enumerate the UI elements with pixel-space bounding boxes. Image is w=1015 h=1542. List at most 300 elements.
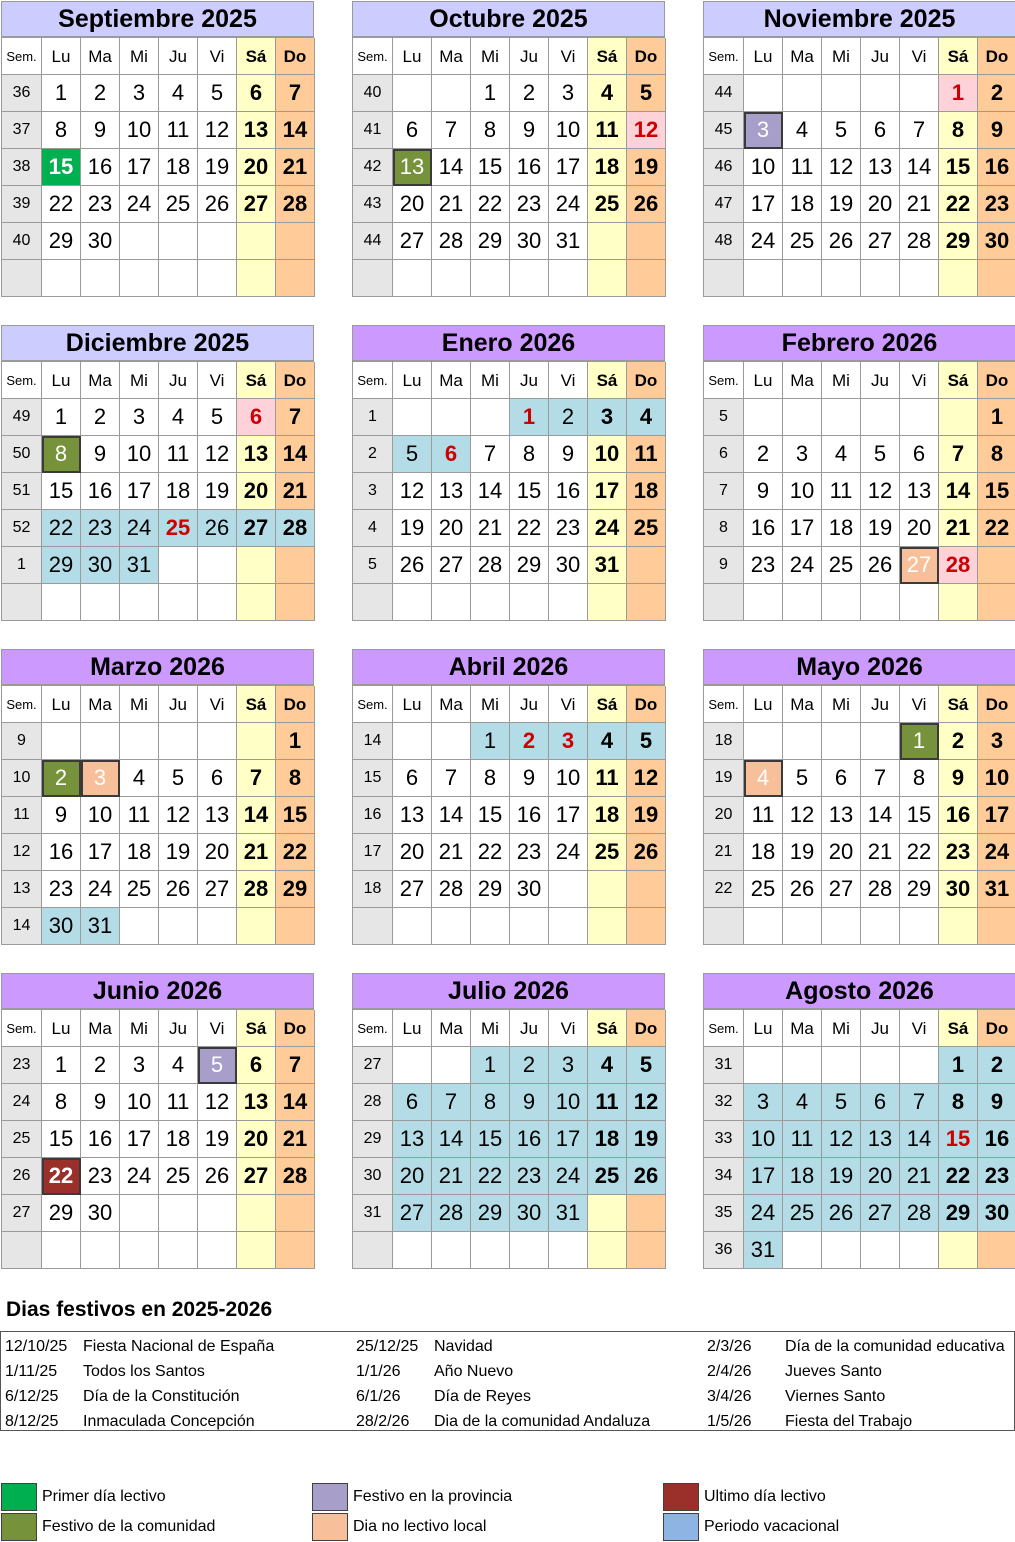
day-cell: 5 (198, 399, 237, 436)
week-number: 51 (2, 473, 42, 510)
holiday-date: 1/5/26 (707, 1412, 752, 1430)
week-number (704, 584, 744, 621)
legend-label: Primer día lectivo (42, 1488, 166, 1505)
day-cell: 22 (471, 1158, 510, 1195)
weekday-header: Ju (510, 686, 549, 723)
day-cell: 5 (159, 760, 198, 797)
weekday-header: Lu (393, 1010, 432, 1047)
day-cell: 2 (42, 760, 81, 797)
week-header: Sem. (704, 38, 744, 75)
day-cell: 7 (939, 436, 978, 473)
day-cell: 9 (81, 112, 120, 149)
week-number: 4 (353, 510, 393, 547)
day-cell (120, 260, 159, 297)
day-cell: 14 (471, 473, 510, 510)
day-cell: 24 (120, 186, 159, 223)
day-cell: 9 (510, 112, 549, 149)
day-cell (198, 908, 237, 945)
day-cell (627, 547, 666, 584)
day-cell: 12 (198, 1084, 237, 1121)
day-cell (510, 584, 549, 621)
day-cell: 19 (822, 186, 861, 223)
weekday-header: Ma (81, 38, 120, 75)
day-cell (471, 1232, 510, 1269)
weekday-header: Lu (42, 362, 81, 399)
day-cell: 11 (120, 797, 159, 834)
month-calendar (352, 325, 665, 621)
day-cell: 1 (42, 1047, 81, 1084)
month-title: Junio 2026 (1, 973, 314, 1009)
day-cell: 16 (939, 797, 978, 834)
day-cell (81, 1232, 120, 1269)
day-cell: 21 (861, 834, 900, 871)
week-header: Sem. (353, 362, 393, 399)
day-cell: 15 (510, 473, 549, 510)
day-cell (588, 223, 627, 260)
legend-swatch (1, 1513, 37, 1541)
day-cell (627, 223, 666, 260)
weekday-header: Sá (939, 362, 978, 399)
week-number: 21 (704, 834, 744, 871)
day-cell: 13 (432, 473, 471, 510)
day-cell: 25 (588, 1158, 627, 1195)
day-cell (198, 723, 237, 760)
day-cell (783, 584, 822, 621)
day-cell: 19 (393, 510, 432, 547)
day-cell (783, 1232, 822, 1269)
day-cell: 7 (432, 1084, 471, 1121)
day-cell: 27 (237, 510, 276, 547)
day-cell: 30 (978, 1195, 1015, 1232)
day-cell: 26 (198, 1158, 237, 1195)
weekday-header: Sá (588, 1010, 627, 1047)
day-cell (432, 584, 471, 621)
day-cell: 5 (198, 75, 237, 112)
day-cell: 19 (198, 149, 237, 186)
day-cell (432, 908, 471, 945)
day-cell: 10 (588, 436, 627, 473)
month-title: Abril 2026 (352, 649, 665, 685)
day-cell: 21 (900, 186, 939, 223)
day-cell: 26 (822, 1195, 861, 1232)
day-cell: 12 (159, 797, 198, 834)
legend-swatch (663, 1513, 699, 1541)
day-cell: 3 (588, 399, 627, 436)
day-cell: 14 (939, 473, 978, 510)
weekday-header: Ma (783, 1010, 822, 1047)
weekday-header: Sá (588, 686, 627, 723)
day-cell: 15 (939, 1121, 978, 1158)
weekday-header: Ju (861, 1010, 900, 1047)
legend-item (663, 1482, 826, 1512)
day-cell: 1 (471, 723, 510, 760)
weekday-header: Vi (198, 1010, 237, 1047)
day-cell: 17 (120, 1121, 159, 1158)
day-cell: 7 (237, 760, 276, 797)
legend-swatch (312, 1483, 348, 1511)
week-number: 47 (704, 186, 744, 223)
day-cell (432, 399, 471, 436)
day-cell: 16 (81, 149, 120, 186)
week-number (2, 260, 42, 297)
month-days-grid (703, 361, 1015, 621)
weekday-header: Mi (120, 686, 159, 723)
holiday-name: Día de la comunidad educativa (785, 1337, 1005, 1355)
day-cell: 30 (510, 1195, 549, 1232)
day-cell (744, 723, 783, 760)
day-cell: 18 (783, 1158, 822, 1195)
weekday-header: Lu (42, 686, 81, 723)
day-cell: 20 (432, 510, 471, 547)
day-cell: 2 (81, 399, 120, 436)
week-number: 28 (353, 1084, 393, 1121)
legend-swatch (663, 1483, 699, 1511)
day-cell: 1 (42, 399, 81, 436)
day-cell (627, 1232, 666, 1269)
weekday-header: Ju (159, 1010, 198, 1047)
day-cell: 8 (471, 112, 510, 149)
week-number: 16 (353, 797, 393, 834)
day-cell (939, 584, 978, 621)
day-cell (237, 547, 276, 584)
day-cell: 7 (861, 760, 900, 797)
day-cell: 30 (510, 871, 549, 908)
day-cell (822, 584, 861, 621)
week-number: 35 (704, 1195, 744, 1232)
day-cell: 4 (744, 760, 783, 797)
day-cell (159, 223, 198, 260)
day-cell: 8 (900, 760, 939, 797)
day-cell: 20 (393, 186, 432, 223)
month-calendar (703, 325, 1015, 621)
week-number: 40 (353, 75, 393, 112)
day-cell: 28 (432, 871, 471, 908)
day-cell (627, 908, 666, 945)
day-cell: 10 (120, 436, 159, 473)
day-cell: 15 (471, 1121, 510, 1158)
legend-item (663, 1512, 839, 1542)
day-cell: 17 (549, 1121, 588, 1158)
day-cell: 16 (978, 1121, 1015, 1158)
day-cell: 22 (42, 510, 81, 547)
day-cell: 3 (81, 760, 120, 797)
day-cell: 20 (861, 186, 900, 223)
day-cell: 15 (900, 797, 939, 834)
day-cell (783, 1047, 822, 1084)
day-cell: 22 (42, 186, 81, 223)
day-cell: 17 (81, 834, 120, 871)
holiday-row (703, 1409, 1015, 1434)
holiday-row (1, 1384, 352, 1409)
weekday-header: Ma (432, 686, 471, 723)
day-cell (822, 1232, 861, 1269)
day-cell: 11 (588, 1084, 627, 1121)
day-cell: 11 (588, 112, 627, 149)
day-cell: 13 (237, 1084, 276, 1121)
weekday-header: Lu (744, 362, 783, 399)
day-cell (198, 260, 237, 297)
week-number: 1 (2, 547, 42, 584)
day-cell (237, 723, 276, 760)
holiday-row (1, 1334, 352, 1359)
week-header: Sem. (704, 1010, 744, 1047)
day-cell: 23 (510, 834, 549, 871)
weekday-header: Ma (81, 1010, 120, 1047)
day-cell (198, 584, 237, 621)
weekday-header: Mi (120, 1010, 159, 1047)
day-cell (81, 723, 120, 760)
day-cell: 3 (744, 112, 783, 149)
day-cell (822, 260, 861, 297)
day-cell: 27 (861, 1195, 900, 1232)
day-cell (861, 908, 900, 945)
day-cell: 25 (627, 510, 666, 547)
weekday-header: Mi (120, 362, 159, 399)
weekday-header: Vi (549, 1010, 588, 1047)
day-cell: 29 (42, 223, 81, 260)
day-cell: 4 (627, 399, 666, 436)
day-cell: 17 (744, 186, 783, 223)
day-cell (978, 584, 1015, 621)
holiday-date: 1/1/26 (356, 1362, 401, 1380)
weekday-header: Vi (900, 38, 939, 75)
week-header: Sem. (2, 686, 42, 723)
holiday-row (703, 1334, 1015, 1359)
day-cell: 10 (549, 1084, 588, 1121)
day-cell (861, 1232, 900, 1269)
day-cell: 27 (432, 547, 471, 584)
day-cell: 20 (393, 834, 432, 871)
weekday-header: Ma (783, 686, 822, 723)
day-cell: 3 (120, 399, 159, 436)
holiday-date: 12/10/25 (5, 1337, 68, 1355)
day-cell (120, 723, 159, 760)
day-cell: 18 (744, 834, 783, 871)
day-cell: 14 (237, 797, 276, 834)
day-cell: 14 (276, 112, 315, 149)
day-cell: 31 (81, 908, 120, 945)
day-cell: 28 (237, 871, 276, 908)
day-cell: 23 (978, 186, 1015, 223)
weekday-header: Ju (510, 38, 549, 75)
day-cell (393, 723, 432, 760)
week-number (704, 908, 744, 945)
day-cell (198, 1232, 237, 1269)
day-cell (432, 1047, 471, 1084)
day-cell: 3 (549, 1047, 588, 1084)
day-cell: 8 (510, 436, 549, 473)
day-cell: 8 (939, 112, 978, 149)
weekday-header: Do (978, 362, 1015, 399)
weekday-header: Mi (822, 38, 861, 75)
holiday-name: Viernes Santo (785, 1387, 886, 1405)
day-cell (42, 584, 81, 621)
day-cell: 9 (549, 436, 588, 473)
day-cell (588, 908, 627, 945)
day-cell (432, 260, 471, 297)
day-cell: 1 (471, 1047, 510, 1084)
day-cell: 20 (900, 510, 939, 547)
weekday-header: Ma (81, 686, 120, 723)
month-calendar (1, 973, 314, 1269)
day-cell: 16 (510, 149, 549, 186)
weekday-header: Lu (393, 362, 432, 399)
day-cell: 19 (627, 797, 666, 834)
day-cell: 23 (42, 871, 81, 908)
day-cell: 20 (822, 834, 861, 871)
month-calendar (1, 649, 314, 945)
day-cell (744, 1047, 783, 1084)
week-number: 23 (2, 1047, 42, 1084)
month-calendar (352, 1, 665, 297)
week-number (353, 908, 393, 945)
day-cell: 10 (549, 760, 588, 797)
weekday-header: Do (276, 686, 315, 723)
week-number: 44 (353, 223, 393, 260)
day-cell: 29 (42, 1195, 81, 1232)
day-cell: 15 (42, 1121, 81, 1158)
month-calendar (703, 649, 1015, 945)
day-cell: 9 (978, 1084, 1015, 1121)
day-cell (159, 584, 198, 621)
day-cell: 15 (471, 797, 510, 834)
day-cell: 17 (549, 149, 588, 186)
day-cell: 31 (549, 223, 588, 260)
day-cell (393, 908, 432, 945)
holiday-date: 2/4/26 (707, 1362, 752, 1380)
day-cell: 2 (81, 1047, 120, 1084)
week-number: 22 (704, 871, 744, 908)
day-cell: 25 (783, 1195, 822, 1232)
day-cell: 9 (510, 760, 549, 797)
day-cell: 20 (237, 473, 276, 510)
legend-label: Periodo vacacional (704, 1518, 840, 1535)
day-cell: 5 (627, 1047, 666, 1084)
day-cell: 25 (588, 186, 627, 223)
day-cell: 27 (198, 871, 237, 908)
day-cell (549, 1232, 588, 1269)
day-cell: 21 (276, 473, 315, 510)
day-cell: 12 (627, 112, 666, 149)
day-cell: 12 (783, 797, 822, 834)
day-cell (276, 547, 315, 584)
day-cell: 2 (510, 1047, 549, 1084)
weekday-header: Ma (432, 38, 471, 75)
day-cell: 12 (198, 112, 237, 149)
holiday-row (703, 1359, 1015, 1384)
day-cell: 7 (900, 1084, 939, 1121)
holiday-date: 25/12/25 (356, 1337, 419, 1355)
day-cell: 25 (744, 871, 783, 908)
day-cell (900, 75, 939, 112)
day-cell (432, 723, 471, 760)
day-cell: 13 (393, 797, 432, 834)
day-cell: 6 (432, 436, 471, 473)
day-cell: 5 (627, 723, 666, 760)
day-cell (861, 260, 900, 297)
weekday-header: Mi (471, 38, 510, 75)
day-cell (198, 223, 237, 260)
week-number: 3 (353, 473, 393, 510)
day-cell (783, 75, 822, 112)
day-cell: 9 (42, 797, 81, 834)
day-cell: 13 (237, 112, 276, 149)
month-title: Febrero 2026 (703, 325, 1015, 361)
day-cell: 7 (900, 112, 939, 149)
weekday-header: Ju (861, 686, 900, 723)
legend-label: Festivo de la comunidad (42, 1518, 216, 1535)
day-cell: 31 (744, 1232, 783, 1269)
day-cell: 9 (978, 112, 1015, 149)
day-cell (822, 1047, 861, 1084)
weekday-header: Vi (900, 686, 939, 723)
day-cell: 22 (900, 834, 939, 871)
day-cell: 25 (120, 871, 159, 908)
week-number: 31 (353, 1195, 393, 1232)
week-number: 12 (2, 834, 42, 871)
day-cell (900, 908, 939, 945)
day-cell: 17 (783, 510, 822, 547)
week-number: 13 (2, 871, 42, 908)
day-cell: 11 (744, 797, 783, 834)
day-cell: 29 (939, 1195, 978, 1232)
day-cell: 16 (510, 797, 549, 834)
week-number: 42 (353, 149, 393, 186)
day-cell: 23 (81, 510, 120, 547)
weekday-header: Sá (588, 38, 627, 75)
day-cell (276, 584, 315, 621)
week-number: 33 (704, 1121, 744, 1158)
week-number: 14 (2, 908, 42, 945)
day-cell (822, 399, 861, 436)
day-cell: 10 (120, 112, 159, 149)
day-cell: 4 (783, 112, 822, 149)
day-cell: 26 (822, 223, 861, 260)
day-cell: 20 (861, 1158, 900, 1195)
day-cell: 13 (393, 1121, 432, 1158)
day-cell: 18 (120, 834, 159, 871)
day-cell: 7 (471, 436, 510, 473)
day-cell (822, 75, 861, 112)
week-number (353, 260, 393, 297)
day-cell: 11 (159, 436, 198, 473)
day-cell: 11 (783, 149, 822, 186)
day-cell: 3 (783, 436, 822, 473)
day-cell: 6 (198, 760, 237, 797)
day-cell: 10 (744, 1121, 783, 1158)
weekday-header: Ju (159, 362, 198, 399)
day-cell: 30 (510, 223, 549, 260)
day-cell (861, 399, 900, 436)
day-cell (276, 1232, 315, 1269)
day-cell: 1 (42, 75, 81, 112)
day-cell: 15 (42, 473, 81, 510)
week-number: 26 (2, 1158, 42, 1195)
holiday-name: Inmaculada Concepción (83, 1412, 255, 1430)
day-cell: 13 (900, 473, 939, 510)
day-cell: 28 (900, 223, 939, 260)
day-cell: 6 (393, 112, 432, 149)
weekday-header: Sá (588, 362, 627, 399)
day-cell: 16 (549, 473, 588, 510)
holiday-name: Fiesta del Trabajo (785, 1412, 913, 1430)
day-cell: 31 (120, 547, 159, 584)
day-cell: 4 (588, 75, 627, 112)
week-number: 34 (704, 1158, 744, 1195)
week-number: 45 (704, 112, 744, 149)
month-days-grid (703, 1009, 1015, 1269)
day-cell (237, 1195, 276, 1232)
